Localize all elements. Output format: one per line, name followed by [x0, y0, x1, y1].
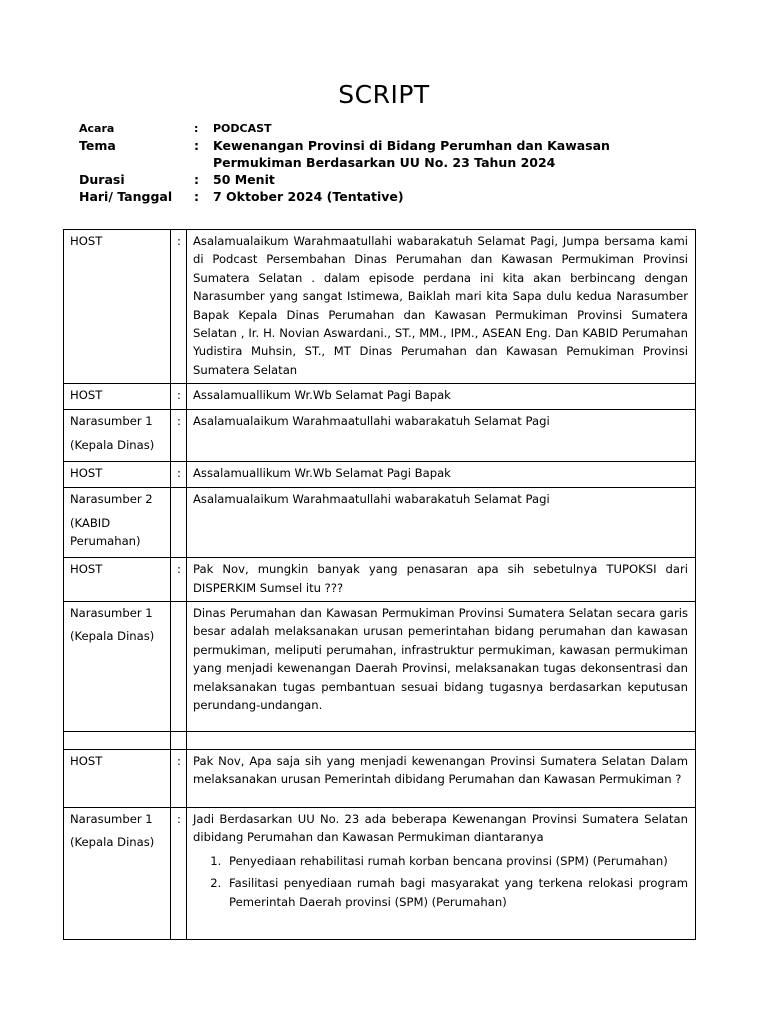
- acara-label: Acara: [79, 122, 115, 135]
- dialogue-cell: Dinas Perumahan dan Kawasan Permukiman Provinsi Sumatera Selatan secara garis besar adalah melaksanakan urusan pemerintahan bidang perumahan dan kawasan permukiman, meliputi perumahan, infrastruktur permukiman, kawasan permukiman yang menjadi kewenangan Daerah Provinsi, melaksanakan tugas dekonsentrasi dan melaksanakan tugas pembantuan sesuai bidang tugasnya berdasarkan keputusan perundang-undangan.: [187, 602, 696, 732]
- dialogue-cell: Assalamuallikum Wr.Wb Selamat Pagi Bapak: [187, 384, 696, 410]
- speaker-cell: [64, 750, 171, 808]
- script-row: [64, 384, 696, 410]
- colon: :: [194, 189, 199, 204]
- dialogue-cell: [187, 732, 696, 750]
- tanggal-label: Hari/ Tanggal: [79, 189, 173, 204]
- colon-cell: [171, 602, 187, 732]
- colon-cell: :: [171, 558, 187, 602]
- colon-cell: :: [171, 462, 187, 488]
- meta-row-durasi: [79, 171, 679, 188]
- colon-cell: :: [171, 230, 187, 384]
- dialogue-cell: Pak Nov, mungkin banyak yang penasaran apa sih sebetulnya TUPOKSI dari DISPERKIM Sumsel itu ???: [187, 558, 696, 602]
- script-row: [64, 462, 696, 488]
- colon-cell: :: [171, 384, 187, 410]
- meta-row-acara: [79, 121, 679, 137]
- script-table: [63, 229, 696, 940]
- meta-block: [79, 121, 679, 205]
- speaker-role: (Kepala Dinas): [70, 835, 155, 850]
- speaker-cell: [64, 732, 171, 750]
- speaker-cell: [64, 230, 171, 384]
- tanggal-value: 7 Oktober 2024 (Tentative): [213, 189, 404, 204]
- colon-cell: :: [171, 750, 187, 808]
- tema-label: Tema: [79, 138, 116, 153]
- speaker: HOST: [70, 562, 103, 577]
- meta-row-tanggal: [79, 188, 679, 205]
- durasi-value: 50 Menit: [213, 172, 275, 187]
- colon: :: [194, 172, 199, 187]
- speaker: Narasumber 1: [70, 414, 153, 429]
- script-row: [64, 750, 696, 808]
- speaker: HOST: [70, 754, 103, 769]
- document-title: SCRIPT: [338, 80, 430, 109]
- speaker-cell: [64, 384, 171, 410]
- script-row: [64, 410, 696, 462]
- durasi-label: Durasi: [79, 172, 125, 187]
- speaker-role: (Kepala Dinas): [70, 629, 155, 644]
- script-row: [64, 558, 696, 602]
- dialogue-cell: Pak Nov, Apa saja sih yang menjadi kewenangan Provinsi Sumatera Selatan Dalam melaksanakan urusan Pemerintah dibidang Perumahan dan Kawasan Permukiman ?: [187, 750, 696, 808]
- speaker-cell: [64, 462, 171, 488]
- speaker: HOST: [70, 388, 103, 403]
- colon-cell: :: [171, 410, 187, 462]
- acara-value: PODCAST: [213, 122, 272, 135]
- dialogue-cell: [187, 808, 696, 940]
- speaker: HOST: [70, 234, 103, 248]
- dialogue-cell: Asalamualaikum Warahmaatullahi wabarakatuh Selamat Pagi, Jumpa bersama kami di Podcast Persembahan Dinas Perumahan dan Kawasan Permukiman Provinsi Sumatera Selatan . dalam episode perdana ini kita akan berbincang dengan Narasumber yang sangat Istimewa, Baiklah mari kita Sapa dulu kedua Narasumber Bapak Kepala Dinas Perumahan dan Kawasan Permukiman Provinsi Sumatera Selatan , Ir. H. Novian Aswardani., ST., MM., IPM., ASEAN Eng. Dan KABID Perumahan Yudistira Muhsin, ST., MT Dinas Perumahan dan Kawasan Pemukiman Provinsi Sumatera Selatan: [187, 230, 696, 384]
- list-item: 1. Penyediaan rehabilitasi rumah korban bencana provinsi (SPM) (Perumahan): [225, 852, 688, 870]
- tema-value: Kewenangan Provinsi di Bidang Perumhan dan Kawasan Permukiman Berdasarkan UU No. 23 Tahun 2024: [213, 138, 610, 170]
- speaker-role: (KABID Perumahan): [70, 515, 141, 549]
- speaker-cell: [64, 410, 171, 462]
- speaker: Narasumber 1: [70, 812, 153, 827]
- speaker-cell: [64, 488, 171, 558]
- colon-cell: [171, 488, 187, 558]
- speaker-role: (Kepala Dinas): [70, 437, 155, 452]
- dialogue-cell: Assalamuallikum Wr.Wb Selamat Pagi Bapak: [187, 462, 696, 488]
- colon: :: [194, 122, 199, 135]
- colon-cell: [171, 732, 187, 750]
- script-row: [64, 602, 696, 732]
- list-item: 2. Fasilitasi penyediaan rumah bagi masyarakat yang terkena relokasi program Pemerintah Daerah provinsi (SPM) (Perumahan): [225, 874, 688, 911]
- script-row: [64, 488, 696, 558]
- speaker-cell: [64, 808, 171, 940]
- empty-row: [64, 732, 696, 750]
- speaker: HOST: [70, 466, 103, 481]
- meta-row-tema: [79, 137, 679, 171]
- speaker: Narasumber 2: [70, 492, 153, 507]
- dialogue-cell: Asalamualaikum Warahmaatullahi wabarakatuh Selamat Pagi: [187, 410, 696, 462]
- speaker: Narasumber 1: [70, 606, 153, 621]
- script-row: [64, 230, 696, 384]
- script-row: [64, 808, 696, 940]
- speaker-cell: [64, 602, 171, 732]
- dialogue-text: Jadi Berdasarkan UU No. 23 ada beberapa Kewenangan Provinsi Sumatera Selatan dibidang Perumahan dan Kawasan Permukiman diantaranya: [193, 812, 688, 845]
- speaker-cell: [64, 558, 171, 602]
- colon-cell: :: [171, 808, 187, 940]
- kewenangan-list: [193, 852, 688, 911]
- dialogue-cell: Asalamualaikum Warahmaatullahi wabarakatuh Selamat Pagi: [187, 488, 696, 558]
- colon: :: [194, 138, 199, 153]
